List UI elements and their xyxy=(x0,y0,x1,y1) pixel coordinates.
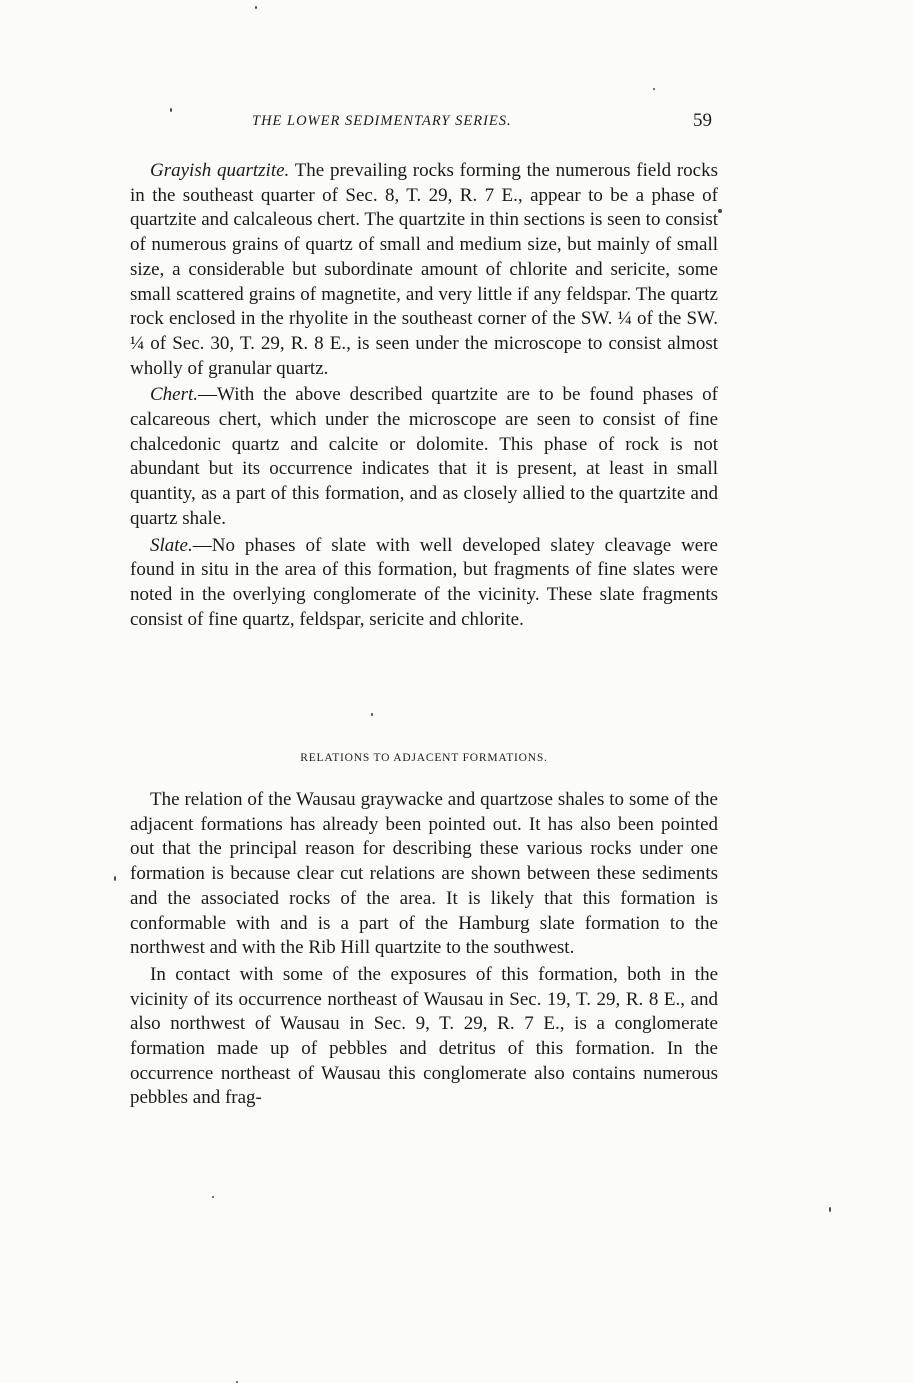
paragraph-text: The prevailing rocks forming the numerous field rocks in the southeast quarter of Sec. 8, T. 29, R. 7 E., appear to be a phase of quartzite and calcaleous chert. The quartzite in thin sections is seen to consist of numerous grains of quartz of small and medium size, but mainly of small size, a considerable but subordinate amount of chlorite and sericite, some small scattered grains of magnetite, and very little if any feldspar. The quartz rock enclosed in the rhyolite in the southeast corner of the SW. ¼ of the SW. ¼ of Sec. 30, T. 29, R. 8 E., is seen under the microscope to consist almost wholly of granular quartz. xyxy=(130,160,718,379)
paragraph-lead: Grayish quartzite. xyxy=(150,160,290,181)
paragraph-lead: Slate. xyxy=(150,534,193,556)
paragraph-text: —No phases of slate with well developed slatey cleavage were found in situ in the area of this formation, but fragments of fine slates were noted in the overlying conglomerate of the vicinity. These slate fragments consist of fine quartz, feldspar, sericite and chlorite. xyxy=(130,534,718,630)
paragraph-text: In contact with some of the exposures of this formation, both in the vicinity of its occurrence northeast of Wausau in Sec. 19, T. 29, R. 8 E., and also northwest of Wausau in Sec. 9, T. 29, R. 7 E., is a conglomerate formation made up of pebbles and detritus of this formation. In the occurrence northeast of Wausau this conglomerate also contains numerous pebbles and frag- xyxy=(130,963,718,1109)
scan-speck xyxy=(255,6,257,9)
paragraph-relations xyxy=(130,788,718,961)
paragraph-lead: Chert. xyxy=(150,384,199,406)
scan-speck xyxy=(371,713,373,716)
running-title: THE LOWER SEDIMENTARY SERIES. xyxy=(252,113,512,129)
paragraph-slate xyxy=(130,534,718,633)
scan-speck xyxy=(829,1207,831,1212)
paragraph-chert xyxy=(130,383,718,531)
running-head xyxy=(130,110,720,137)
page-number: 59 xyxy=(693,110,712,131)
scan-speck xyxy=(170,108,172,112)
paragraph-grayish-quartzite xyxy=(130,159,718,381)
relations-section xyxy=(130,788,718,1111)
scan-speck xyxy=(114,876,116,881)
paragraph-text: —With the above described quartzite are to be found phases of calcareous chert, which under the microscope are seen to consist of fine chalcedonic quartz and calcite or dolomite. This phase of rock is not abundant but its occurrence indicates that it is present, at least in small quantity, as a part of this formation, and as closely allied to the quartzite and quartz shale. xyxy=(130,384,718,529)
scan-speck xyxy=(653,88,655,90)
scan-speck xyxy=(718,209,722,213)
section-heading: RELATIONS TO ADJACENT FORMATIONS. xyxy=(300,752,548,764)
paragraph-contact xyxy=(130,963,718,1111)
scan-speck xyxy=(212,1196,214,1198)
rock-descriptions-section xyxy=(130,159,718,632)
paragraph-text: The relation of the Wausau graywacke and quartzose shales to some of the adjacent formations has already been pointed out. It has also been pointed out that the principal reason for describing these various rocks under one formation is because clear cut relations are shown between these sediments and the associated rocks of the area. It is likely that this formation is conformable with and is a part of the Hamburg slate formation to the northwest and with the Rib Hill quartzite to the southwest. xyxy=(130,789,718,959)
